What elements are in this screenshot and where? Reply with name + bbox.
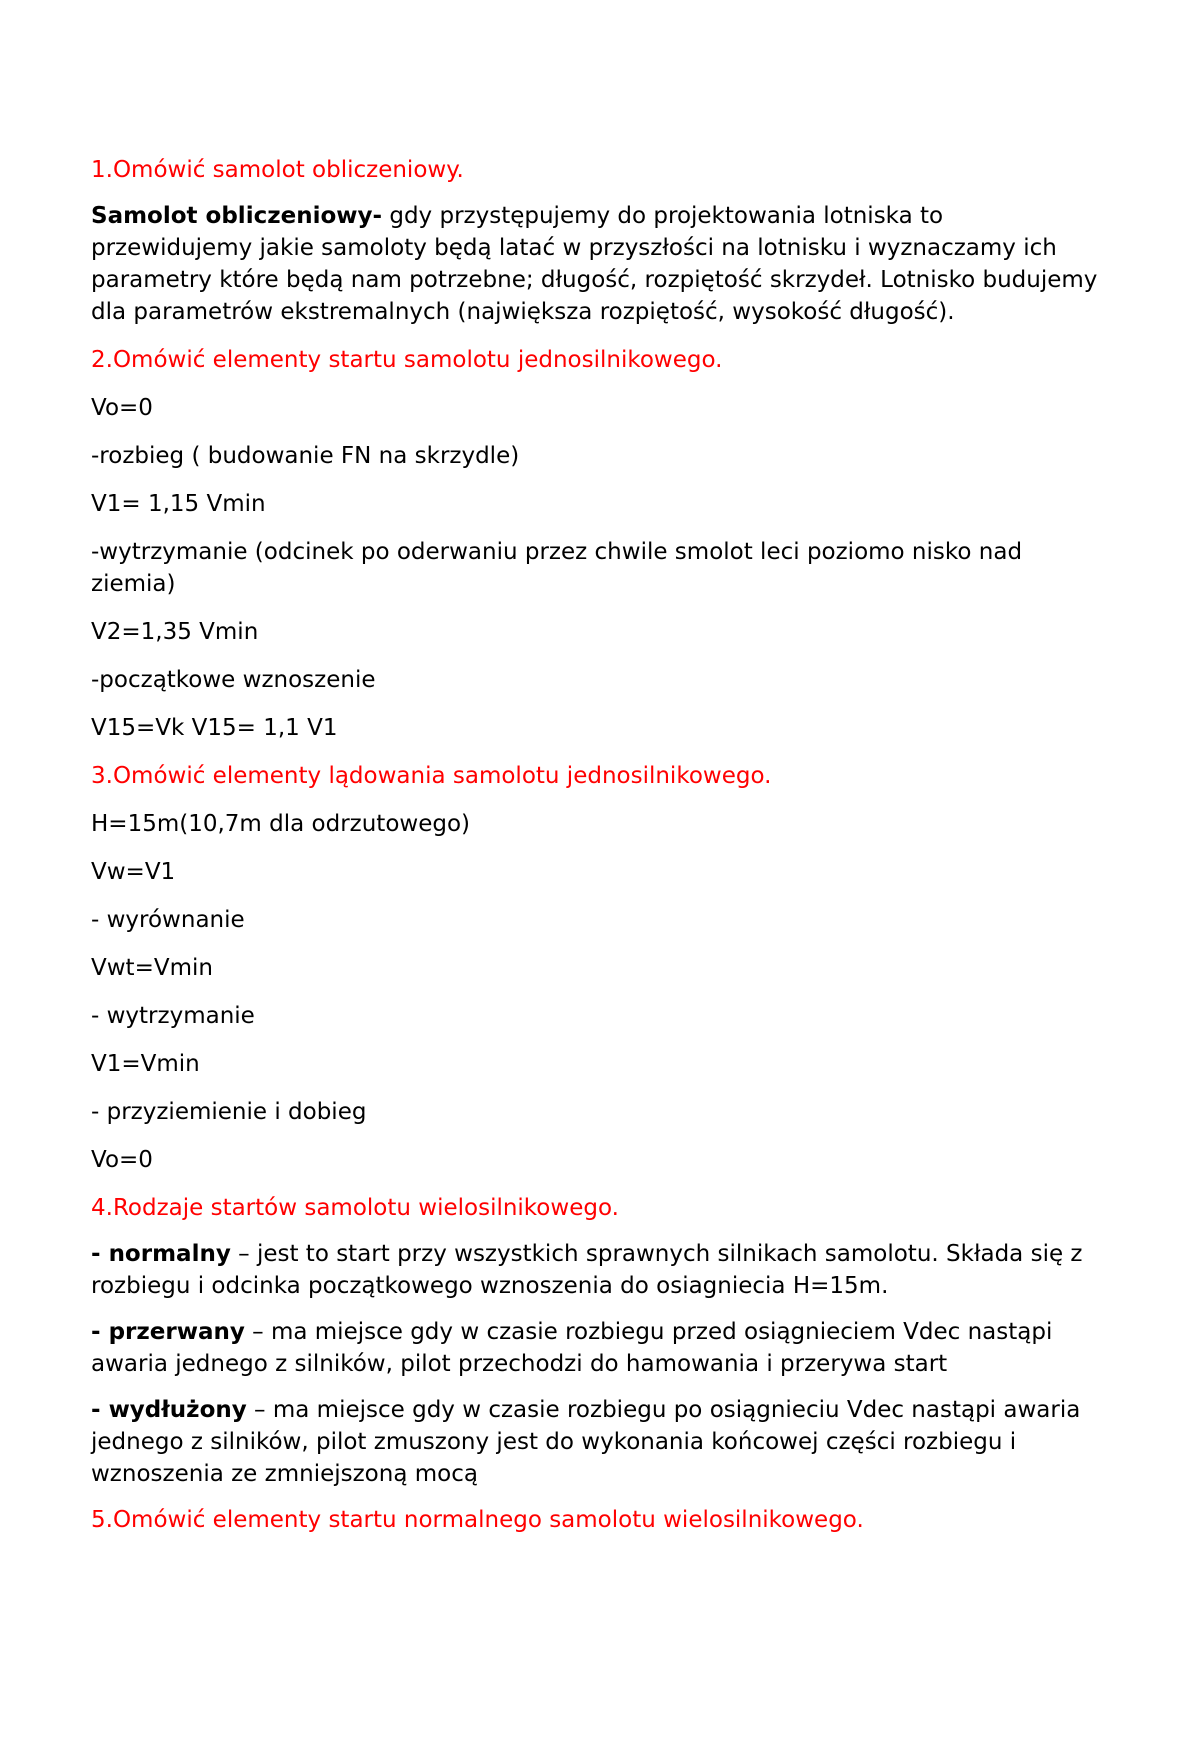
start-type-item (91, 1238, 1110, 1302)
q3-line: - wytrzymanie (91, 1003, 255, 1029)
q2-line: -początkowe wznoszenie (91, 667, 376, 693)
q3-line: Vwt=Vmin (91, 955, 213, 981)
q2-line: -wytrzymanie (odcinek po oderwaniu przez chwile smolot leci poziomo nisko nad ziemia) (91, 539, 1023, 597)
item-text: – ma miejsce gdy w czasie rozbiegu po osiągnieciu Vdec nastąpi awaria jednego z silników, pilot zmuszony jest do wykonania końcowej części rozbiegu i wznoszenia ze zmniejszoną mocą (91, 1397, 1081, 1487)
start-type-item (91, 1316, 1110, 1380)
start-type-item (91, 1394, 1110, 1490)
heading-q3: 3.Omówić elementy lądowania samolotu jednosilnikowego. (91, 763, 772, 789)
item-dash: - (91, 1397, 109, 1423)
item-text: – ma miejsce gdy w czasie rozbiegu przed osiągnieciem Vdec nastąpi awaria jednego z silników, pilot przechodzi do hamowania i przerywa start (91, 1319, 1053, 1377)
q3-line: Vw=V1 (91, 859, 176, 885)
q2-line: Vo=0 (91, 395, 153, 421)
item-text: – jest to start przy wszystkich sprawnych silnikach samolotu. Składa się z rozbiegu i odcinka początkowego wznoszenia do osiagniecia H=15m. (91, 1241, 1083, 1299)
q2-line: V1= 1,15 Vmin (91, 491, 266, 517)
heading-q2: 2.Omówić elementy startu samolotu jednosilnikowego. (91, 347, 723, 373)
q3-line: V1=Vmin (91, 1051, 200, 1077)
definition-text: gdy przystępujemy do projektowania lotniska to przewidujemy jakie samoloty będą latać w przyszłości na lotnisku i wyznaczamy ich parametry które będą nam potrzebne; długość, rozpiętość skrzydeł. Lotnisko budujemy dla parametrów ekstremalnych (największa rozpiętość, wysokość długość). (91, 203, 1098, 325)
q2-line: V2=1,35 Vmin (91, 619, 259, 645)
paragraph-q1-definition (91, 200, 1110, 328)
q3-line: - wyrównanie (91, 907, 245, 933)
q3-line: Vo=0 (91, 1147, 153, 1173)
q3-line: H=15m(10,7m dla odrzutowego) (91, 811, 471, 837)
item-dash: - (91, 1319, 109, 1345)
q2-line: -rozbieg ( budowanie FN na skrzydle) (91, 443, 520, 469)
item-term: wydłużony (108, 1397, 247, 1423)
q3-line: - przyziemienie i dobieg (91, 1099, 367, 1125)
item-term: normalny (108, 1241, 231, 1267)
q2-line: V15=Vk V15= 1,1 V1 (91, 715, 338, 741)
heading-q4: 4.Rodzaje startów samolotu wielosilnikowego. (91, 1195, 619, 1221)
term-samolot-obliczeniowy: Samolot obliczeniowy- (91, 203, 383, 229)
item-term: przerwany (108, 1319, 245, 1345)
heading-q1: 1.Omówić samolot obliczeniowy. (91, 157, 464, 183)
heading-q5: 5.Omówić elementy startu normalnego samolotu wielosilnikowego. (91, 1507, 864, 1533)
item-dash: - (91, 1241, 109, 1267)
